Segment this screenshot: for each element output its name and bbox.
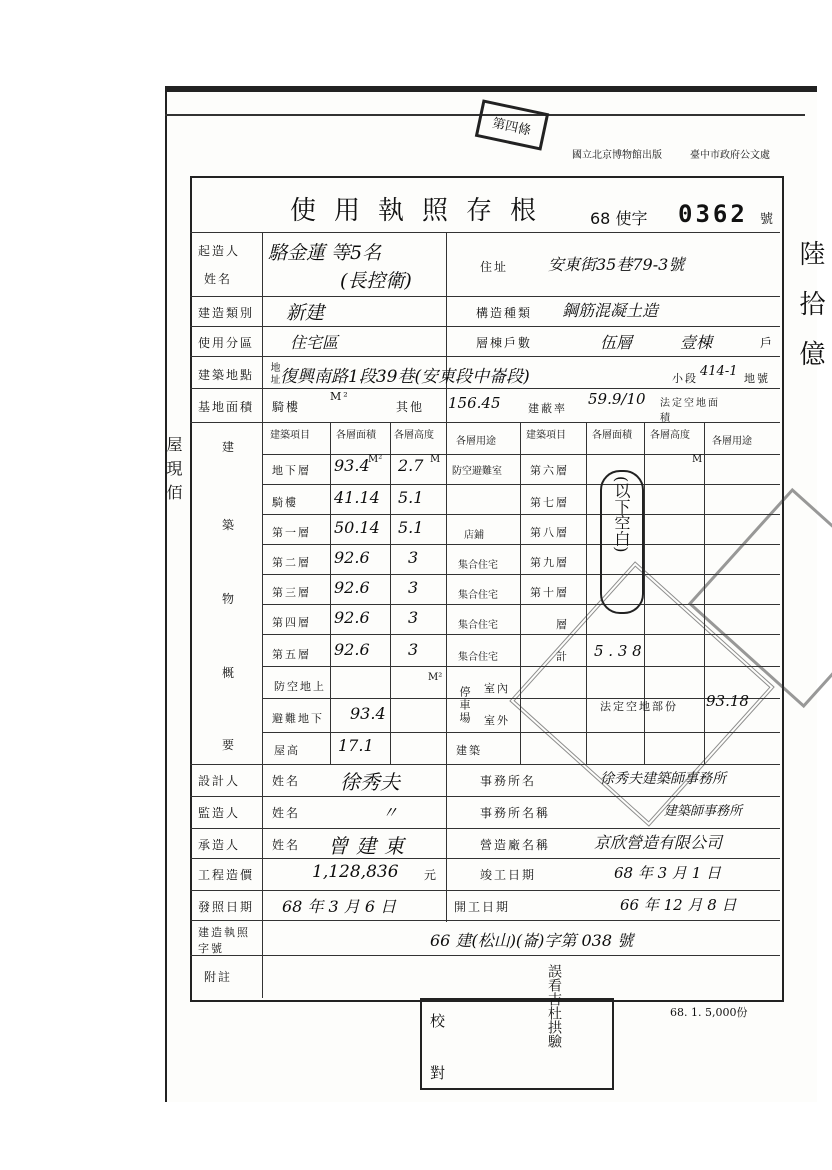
rule [190,955,780,956]
form-title: 使用執照存根 [290,196,555,226]
parcel-value: 414-1 [700,364,738,379]
evac-value: 93.4 [350,704,386,723]
area-arcade: 騎樓 [272,400,301,414]
floor-name: 第四層 [272,616,311,629]
shelter-label: 防空地上 [274,680,326,693]
start-value: 66 年 12 月 8 日 [620,896,737,914]
floor-use: 店鋪 [464,530,484,541]
rule [190,920,780,921]
builder-value: 駱金蓮 等5名 [268,242,382,264]
firm-value: 京欣營造有限公司 [594,833,723,852]
col-rule [446,232,447,922]
contractor-name-label: 姓名 [272,838,301,852]
rule [190,828,780,829]
cost-value: 1,128,836 [312,862,399,882]
office2-value: 建築師事務所 [664,804,743,819]
permit-value: 66 建(松山)(崙)字第 038 號 [430,931,634,950]
floor-name-right: 第十層 [530,586,569,599]
floor-area: 92.6 [334,548,370,567]
m2-unit: M² [368,454,383,465]
floor-name: 第二層 [272,556,311,569]
serial-number: 0362 [678,200,748,228]
site-label: 建築地點 [198,368,255,382]
address-label: 住址 [480,260,509,274]
floor-name: 地下層 [272,464,311,477]
col-height-header-r: 各層高度 [650,430,690,441]
yard-label: 法定空地部份 [600,700,678,713]
floor-height: 3 [408,640,419,659]
rule [190,796,780,797]
floor-height: 3 [408,608,419,627]
rule [190,858,780,859]
start-label: 開工日期 [454,900,511,914]
floor-name-right: 第六層 [530,464,569,477]
floor-area: 92.6 [334,578,370,597]
total-value: 5 . 3 8 [594,642,642,660]
supervisor-name: 〃 [382,803,399,822]
build-type-value: 新建 [286,302,325,324]
print-info: 68. 1. 5,000份 [670,1006,748,1019]
col-rule [330,422,331,764]
margin-left-char: 屋 [164,436,183,452]
designer-name-label: 姓名 [272,774,301,788]
floor-name: 第五層 [272,648,311,661]
m-unit: M [430,454,441,465]
office2-label: 事務所名稱 [480,806,551,820]
rule [262,514,780,515]
rule [262,484,780,485]
floor-height: 5.1 [398,518,424,537]
use-zone-label: 使用分區 [198,336,255,350]
finish-value: 68 年 3 月 1 日 [614,864,722,882]
col-rule [262,232,263,998]
structure-value: 鋼筋混凝土造 [562,301,659,320]
col-item-header-r: 建築項目 [526,430,566,441]
floor-area: 41.14 [334,488,380,507]
evac-label: 避難地下 [272,712,324,725]
floor-use: 集合住宅 [458,560,498,571]
top-right-stamp-a: 國立北京博物館出版 [572,150,662,161]
col-rule [520,422,521,764]
cost-unit: 元 [424,868,439,882]
area-other-value: 156.45 [448,394,501,412]
col-rule [390,422,391,764]
office-label: 事務所名 [480,774,537,788]
col-height-header: 各層高度 [394,430,434,441]
floor-name: 騎樓 [272,496,298,509]
side-char: 物 [222,592,237,606]
parking-outdoor: 室外 [484,714,510,727]
rule [190,388,780,389]
col-area-header-r: 各層面積 [592,430,632,441]
rule [190,356,780,357]
total-label: 計 [556,650,569,663]
supervisor-label: 監造人 [198,806,241,820]
floor-area: 92.6 [334,608,370,627]
top-stamp: 第四條 [475,99,549,150]
site-sublabel: 地址 [268,362,279,386]
floor-use: 防空避難室 [452,466,502,477]
serial-suffix: 號 [760,212,774,227]
building-label: 建築 [456,744,482,757]
side-char: 建 [222,440,237,454]
firm-label: 營造廠名稱 [480,838,551,852]
floor-height: 3 [408,548,419,567]
coverage-value: 59.9/10 [588,390,646,408]
floor-name: 第一層 [272,526,311,539]
builder-label: 起造人 [198,244,241,258]
check-label: 校 [430,1012,448,1030]
check-box [420,998,614,1090]
floor-use: 集合住宅 [458,620,498,631]
area-label: 基地面積 [198,400,255,414]
floors-label: 層棟戶數 [476,336,533,350]
cost-label: 工程造價 [198,868,255,882]
floors-value: 伍層 [600,333,633,352]
m2-unit: M² [428,672,443,683]
floor-height: 2.7 [398,456,424,475]
col-use-header: 各層用途 [456,436,496,447]
eaves-value: 17.1 [338,736,374,755]
use-zone-value: 住宅區 [290,333,339,352]
check-label-2: 對 [430,1064,448,1082]
eaves-label: 屋高 [274,744,300,757]
margin-right-char: 億 [795,340,825,366]
legal-area-label: 法定空地面積 [660,398,720,424]
permit-label: 建造執照字號 [198,926,250,955]
rule [190,890,780,891]
units-value: 壹棟 [680,333,713,352]
coverage-label: 建蔽率 [528,402,567,415]
site-value: 復興南路1段39巷(安東段中崙段) [280,367,530,387]
blank-note: (以下空白) [612,476,631,553]
floor-height: 5.1 [398,488,424,507]
col-use-header-r: 各層用途 [712,436,752,447]
margin-right-char: 陸 [795,240,825,266]
units-suffix: 戶 [760,336,775,350]
office-value: 徐秀夫建築師事務所 [600,771,726,787]
area-other-label: 其他 [396,400,425,414]
floor-name-right: 第九層 [530,556,569,569]
side-char: 要 [222,738,237,752]
side-char: 築 [222,518,237,532]
contractor-name: 曾建東 [328,834,412,858]
rule [190,326,780,327]
floor-name: 第三層 [272,586,311,599]
floor-height: 3 [408,578,419,597]
serial-prefix: 68 使字 [590,209,648,228]
floor-name-right: 第七層 [530,496,569,509]
rule [190,296,780,297]
area-unit: M² [330,390,350,403]
issue-value: 68 年 3 月 6 日 [282,897,397,916]
floor-use: 集合住宅 [458,590,498,601]
build-type-label: 建造類別 [198,306,255,320]
floor-area: 93.4 [334,456,370,475]
rule [262,544,780,545]
floor-area: 50.14 [334,518,380,537]
rule [262,454,780,455]
contractor-label: 承造人 [198,838,241,852]
designer-name: 徐秀夫 [340,770,400,794]
side-char: 概 [222,666,237,680]
finish-label: 竣工日期 [480,868,537,882]
builder-value-2: (長控衛) [340,270,412,292]
rule [190,232,780,233]
issue-label: 發照日期 [198,900,255,914]
top-right-stamp-b: 臺中市政府公文處 [690,150,770,161]
yard-value: 93.18 [706,692,749,710]
rule [262,574,780,575]
designer-label: 設計人 [198,774,241,788]
note-label: 附註 [204,970,233,984]
floor-use: 集合住宅 [458,652,498,663]
col-area-header: 各層面積 [336,430,376,441]
supervisor-name-label: 姓名 [272,806,301,820]
m-unit-r: M [692,454,703,465]
parking-label: 停車場 [458,686,471,725]
parcel-suffix: 地號 [744,372,770,385]
vertical-stamp: 誤看吉杜拱驗 [546,964,562,1048]
floor-name-right: 層 [556,618,569,631]
floor-area: 92.6 [334,640,370,659]
floor-name-right: 第八層 [530,526,569,539]
col-item-header: 建築項目 [270,430,310,441]
margin-right-char: 拾 [795,290,825,316]
structure-label: 構造種類 [476,306,533,320]
address-value: 安東街35巷79-3號 [548,255,685,274]
parcel-label: 小段 [672,372,698,385]
name-label: 姓名 [204,272,233,286]
margin-left-char: 佰 [164,484,183,500]
margin-left-char: 現 [164,460,183,476]
parking-indoor: 室內 [484,682,510,695]
